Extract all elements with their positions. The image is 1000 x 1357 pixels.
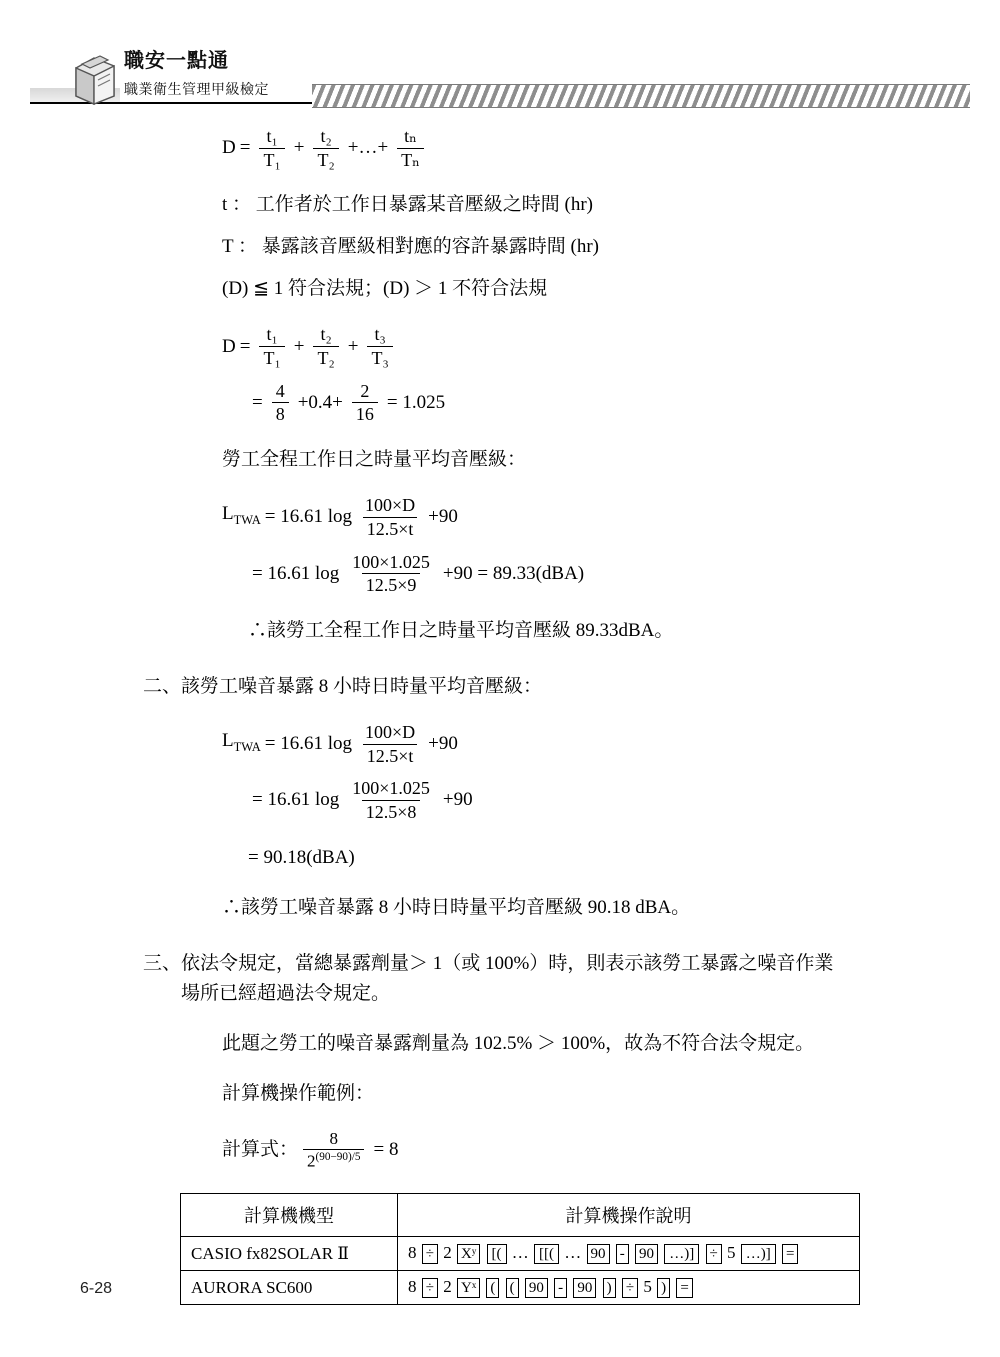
calculator-expression-label: 計算式： [222, 1139, 299, 1160]
formula-dose-general [222, 126, 1000, 170]
calculator-operations-table [180, 1193, 860, 1305]
list-item-3-line2: 場所已經超過法令規定。 [181, 982, 391, 1004]
fraction-denominator: 8 [272, 402, 289, 425]
op-key: … [511, 1243, 529, 1263]
formula-dose-three-terms [222, 324, 1000, 368]
formula-tail: +90 = 89.33(dBA) [442, 562, 585, 584]
list-marker-3: 三、 [143, 952, 182, 974]
fraction-numerator: t₁ [266, 126, 278, 146]
calculator-example-title: 計算機操作範例： [222, 1082, 375, 1104]
fraction-numerator: 100×1.025 [352, 778, 430, 799]
op-key: ÷ [422, 1244, 438, 1264]
ltwa-symbol [222, 726, 261, 762]
op-key: - [554, 1278, 567, 1298]
op-key: ÷ [706, 1244, 722, 1264]
op-key: … [564, 1243, 582, 1263]
table-cell-operations [398, 1237, 860, 1271]
op-key: …)] [741, 1244, 776, 1264]
page-number: 6-28 [80, 1280, 113, 1297]
list-marker-2: 二、 [143, 675, 182, 697]
fraction-denominator: 12.5×t [363, 517, 418, 540]
op-key: ÷ [622, 1278, 638, 1298]
formula-dose-numeric [248, 381, 1000, 425]
fraction-numerator: 8 [329, 1128, 338, 1148]
formula-ltwa-general-2 [222, 722, 1000, 766]
formula-equals: = [252, 391, 263, 413]
op-key: Xʸ [457, 1244, 480, 1264]
formula-ltwa-numeric-8h [248, 778, 1000, 822]
op-key: ) [657, 1278, 670, 1298]
op-key: 8 [408, 1243, 417, 1263]
formula-tail: +90 [428, 506, 458, 528]
ltwa-subscript: TWA [233, 513, 261, 528]
ltwa-symbol [222, 499, 261, 535]
fraction-denominator [303, 1149, 364, 1171]
ellipsis-plus: +…+ [347, 137, 389, 159]
op-key: ÷ [422, 1278, 438, 1298]
document-content [0, 126, 1000, 1305]
fraction-numerator: tₙ [404, 126, 417, 146]
list-item-3 [143, 949, 1000, 1009]
header-titles [124, 48, 269, 100]
fraction-denominator: 12.5×8 [362, 800, 421, 823]
formula-ltwa-general [222, 495, 1000, 539]
list-item-2-text: 該勞工噪音暴露 8 小時日時量平均音壓級： [181, 675, 543, 697]
list-item-3-text [181, 949, 833, 1009]
calculator-expression [222, 1129, 1000, 1172]
plus-sign-2: + [347, 335, 359, 357]
op-key: 2 [443, 1243, 452, 1263]
table-cell-model: CASIO fx82SOLAR Ⅱ [181, 1237, 398, 1271]
middle-term: +0.4+ [297, 391, 343, 413]
power-base: 2 [307, 1151, 316, 1171]
fraction-denominator: 12.5×9 [362, 573, 421, 596]
ltwa-subscript: TWA [233, 739, 261, 754]
list-item-3-line1: 依法令規定，當總暴露劑量＞ 1（或 100%）時，則表示該勞工暴露之噪音作業 [181, 952, 834, 974]
fraction-4-8 [272, 381, 289, 425]
fraction-t2-T2 [313, 324, 338, 368]
twa-intro-text: 勞工全程工作日之時量平均音壓級： [222, 449, 527, 471]
table-row [181, 1237, 860, 1271]
formula-equals-log: = 16.61 log [264, 506, 353, 528]
definition-t: t ： 工作者於工作日暴露某音壓級之時間 (hr) [222, 194, 594, 216]
table-row [181, 1271, 860, 1305]
fraction-numerator: t₂ [320, 126, 332, 146]
fraction-numerator: 2 [360, 380, 370, 401]
fraction-denominator: T₃ [367, 346, 392, 369]
fraction-denominator: Tₙ [397, 148, 424, 171]
book-subject-title: 職業衛生管理甲級檢定 [124, 81, 269, 97]
formula-equals: = [239, 137, 251, 159]
fraction-t2-T2 [313, 126, 338, 170]
table-header-row [181, 1194, 860, 1237]
header-stripe-decoration [312, 84, 970, 108]
fraction-numerator: 4 [275, 380, 285, 401]
book-series-title: 職安一點通 [124, 50, 229, 72]
op-key: - [616, 1244, 629, 1264]
op-key: [[( [534, 1244, 559, 1264]
op-key: 5 [643, 1277, 652, 1297]
formula-ltwa-numeric-9h [248, 552, 1000, 596]
op-key: 90 [573, 1278, 596, 1298]
plus-sign-1: + [293, 335, 305, 357]
fraction-numerator: 100×1.025 [352, 551, 430, 572]
table-cell-model: AURORA SC600 [181, 1271, 398, 1305]
dose-result: = 1.025 [386, 391, 446, 413]
item2-conclusion: ∴該勞工噪音暴露 8 小時日時量平均音壓級 90.18 dBA。 [222, 896, 691, 918]
fraction-t1-T1 [259, 126, 284, 170]
calculator-expression-result: = 8 [373, 1139, 399, 1160]
fraction-8-over-power [303, 1129, 364, 1172]
fraction-numerator: 100×D [365, 721, 416, 742]
formula-tail: +90 [442, 789, 473, 811]
fraction-denominator: 12.5×t [363, 744, 418, 767]
formula-lhs: D [222, 137, 236, 159]
fraction-denominator: T₂ [313, 148, 338, 171]
fraction-numerator: t₃ [374, 324, 386, 345]
item3-note: 此題之勞工的噪音暴露劑量為 102.5% ＞ 100%，故為不符合法令規定。 [222, 1032, 815, 1054]
op-key: 90 [587, 1244, 610, 1264]
book-stack-icon [72, 54, 118, 106]
formula-equals-log: = 16.61 log [252, 789, 340, 811]
plus-sign-1: + [293, 137, 305, 159]
power-exponent: (90−90)/5 [315, 1151, 361, 1164]
ltwa-letter: L [222, 730, 234, 752]
fraction-denominator: T₁ [259, 346, 284, 369]
op-key: 8 [408, 1277, 417, 1297]
op-key: Yˣ [457, 1278, 480, 1298]
fraction-numerator: 100×D [365, 495, 416, 516]
twa-conclusion: ∴該勞工全程工作日之時量平均音壓級 89.33dBA。 [248, 619, 674, 641]
op-key: 2 [443, 1277, 452, 1297]
op-key: [( [487, 1244, 507, 1264]
op-key: 90 [525, 1278, 548, 1298]
op-key: ( [486, 1278, 499, 1298]
fraction-100D-125t [361, 722, 419, 766]
table-header-model: 計算機機型 [181, 1194, 398, 1237]
fraction-100D-125t [361, 495, 419, 539]
fraction-t3-T3 [367, 324, 392, 368]
list-item-2 [143, 672, 1000, 702]
op-key: …)] [664, 1244, 699, 1264]
fraction-tn-Tn [397, 126, 424, 170]
formula-tail: +90 [428, 733, 458, 755]
fraction-denominator: 16 [352, 402, 378, 425]
definition-T: T ： 暴露該音壓級相對應的容許暴露時間 (hr) [222, 236, 599, 258]
fraction-numerator: t₂ [320, 324, 332, 345]
op-key: 5 [727, 1243, 736, 1263]
formula-lhs: D [222, 335, 236, 357]
fraction-2-16 [352, 381, 378, 425]
op-key: = [676, 1278, 692, 1298]
fraction-1001025-1258 [348, 778, 434, 822]
compliance-rule: (D) ≦ 1 符合法規；(D) ＞ 1 不符合法規 [222, 278, 548, 300]
formula-equals-log: = 16.61 log [264, 733, 353, 755]
fraction-numerator: t₁ [266, 324, 278, 345]
table-cell-operations [398, 1271, 860, 1305]
fraction-denominator: T₂ [313, 346, 338, 369]
formula-ltwa-result-8h: = 90.18(dBA) [248, 846, 355, 868]
table-header-operations: 計算機操作說明 [398, 1194, 860, 1237]
op-key: = [782, 1244, 798, 1264]
ltwa-letter: L [222, 503, 234, 525]
fraction-1001025-1259 [348, 552, 434, 596]
fraction-t1-T1 [259, 324, 284, 368]
op-key: ( [506, 1278, 519, 1298]
formula-equals-log: = 16.61 log [252, 562, 340, 584]
formula-equals: = [239, 335, 251, 357]
page-header [0, 48, 1000, 116]
fraction-denominator: T₁ [259, 148, 284, 171]
op-key: ) [603, 1278, 616, 1298]
op-key: 90 [635, 1244, 658, 1264]
